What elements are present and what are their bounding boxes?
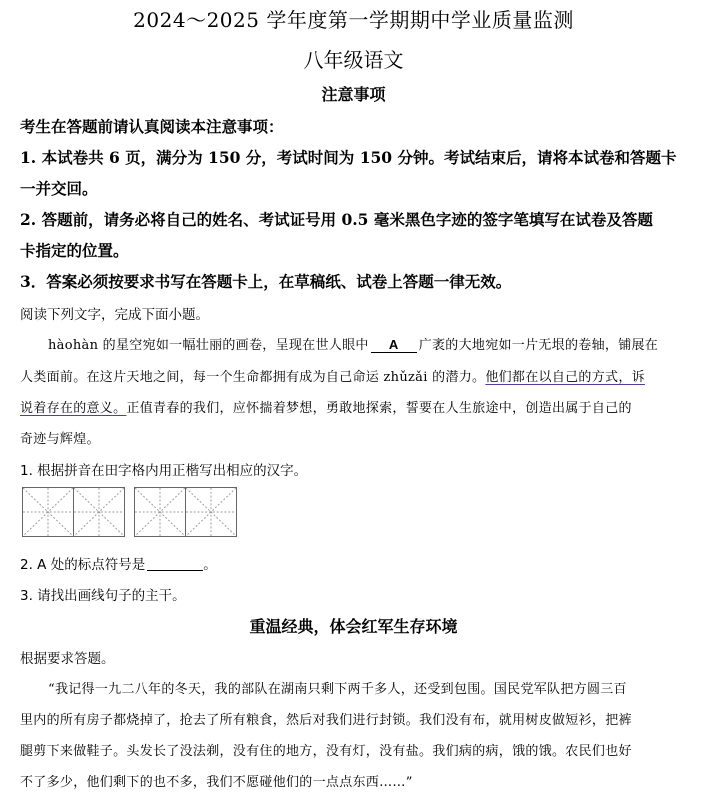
passage-text: 广袤的大地宛如一片无垠的卷轴，铺展在 [418,338,659,353]
underlined-sentence: 说着存在的意义。 [20,401,127,416]
notice-item-2: 2. 答题前，请务必将自己的姓名、考试证号用 0.5 毫米黑色字迹的签字笔填写在试卷及答题 [20,210,653,229]
quote-line-1: “我记得一九二八年的冬天，我的部队在湖南只剩下两千多人，还受到包围。国民党军队把方圆三百 [48,682,627,697]
notice-heading: 注意事项 [321,85,386,104]
section-2-instruction: 根据要求答题。 [20,651,115,667]
notice-item-3: 3．答案必须按要求书写在答题卡上，在草稿纸、试卷上答题一律无效。 [20,272,512,291]
section-2-heading: 重温经典，体会红军生存环境 [249,617,458,636]
passage-text: hàohàn 的星空宛如一幅壮丽的画卷，呈现在世人眼中 [48,338,369,353]
reading-instruction: 阅读下列文字，完成下面小题。 [20,307,209,323]
blank-a: A [371,337,417,353]
tianzige-grid [22,487,246,537]
tianzige-cell[interactable] [73,487,125,537]
notice-item-2-cont: 卡指定的位置。 [20,241,129,260]
question-1: 1. 根据拼音在田字格内用正楷写出相应的汉字。 [20,463,308,479]
passage-text: 人类面前。在这片天地之间，每一个生命都拥有成为自己命运 zhǔzǎi 的潜力。 [20,370,486,385]
underlined-sentence: 他们都在以自己的方式，诉 [485,370,645,385]
passage-line-4: 奇迹与辉煌。 [20,432,100,447]
notice-intro: 考生在答题前请认真阅读本注意事项： [20,117,284,136]
tianzige-group-1 [22,487,124,537]
answer-blank[interactable] [147,570,203,571]
question-2-end: 。 [203,557,217,573]
passage-line-3 [20,397,687,416]
tianzige-cell[interactable] [185,487,237,537]
question-3: 3. 请找出画线句子的主干。 [20,588,186,604]
tianzige-cell[interactable] [22,487,74,537]
quote-line-3: 腿剪下来做鞋子。头发长了没法剃，没有住的地方，没有灯，没有盐。我们病的病，饿的饿。农民们也好 [20,744,632,759]
passage-line-1 [48,334,687,353]
notice-item-1-cont: 一并交回。 [20,179,98,198]
quote-line-2: 里内的所有房子都烧掉了，抢去了所有粮食，然后对我们进行封锁。我们没有布，就用树皮做短衫，把裤 [20,713,632,728]
quote-line-4: 不了多少，他们剩下的也不多，我们不愿碰他们的一点点东西……” [20,775,413,790]
exam-title: 2024～2025 学年度第一学期期中学业质量监测 [133,8,574,32]
notice-item-1: 1. 本试卷共 6 页，满分为 150 分，考试时间为 150 分钟。考试结束后，请将本试卷和答题卡 [20,148,677,167]
tianzige-group-2 [134,487,236,537]
exam-subtitle: 八年级语文 [303,48,404,72]
question-2 [20,553,687,573]
question-2-text: 2. A 处的标点符号是 [20,557,146,573]
tianzige-cell[interactable] [134,487,186,537]
passage-line-2 [20,366,687,385]
passage-text: 正值青春的我们，应怀揣着梦想，勇敢地探索，誓要在人生旅途中，创造出属于自己的 [126,401,632,416]
